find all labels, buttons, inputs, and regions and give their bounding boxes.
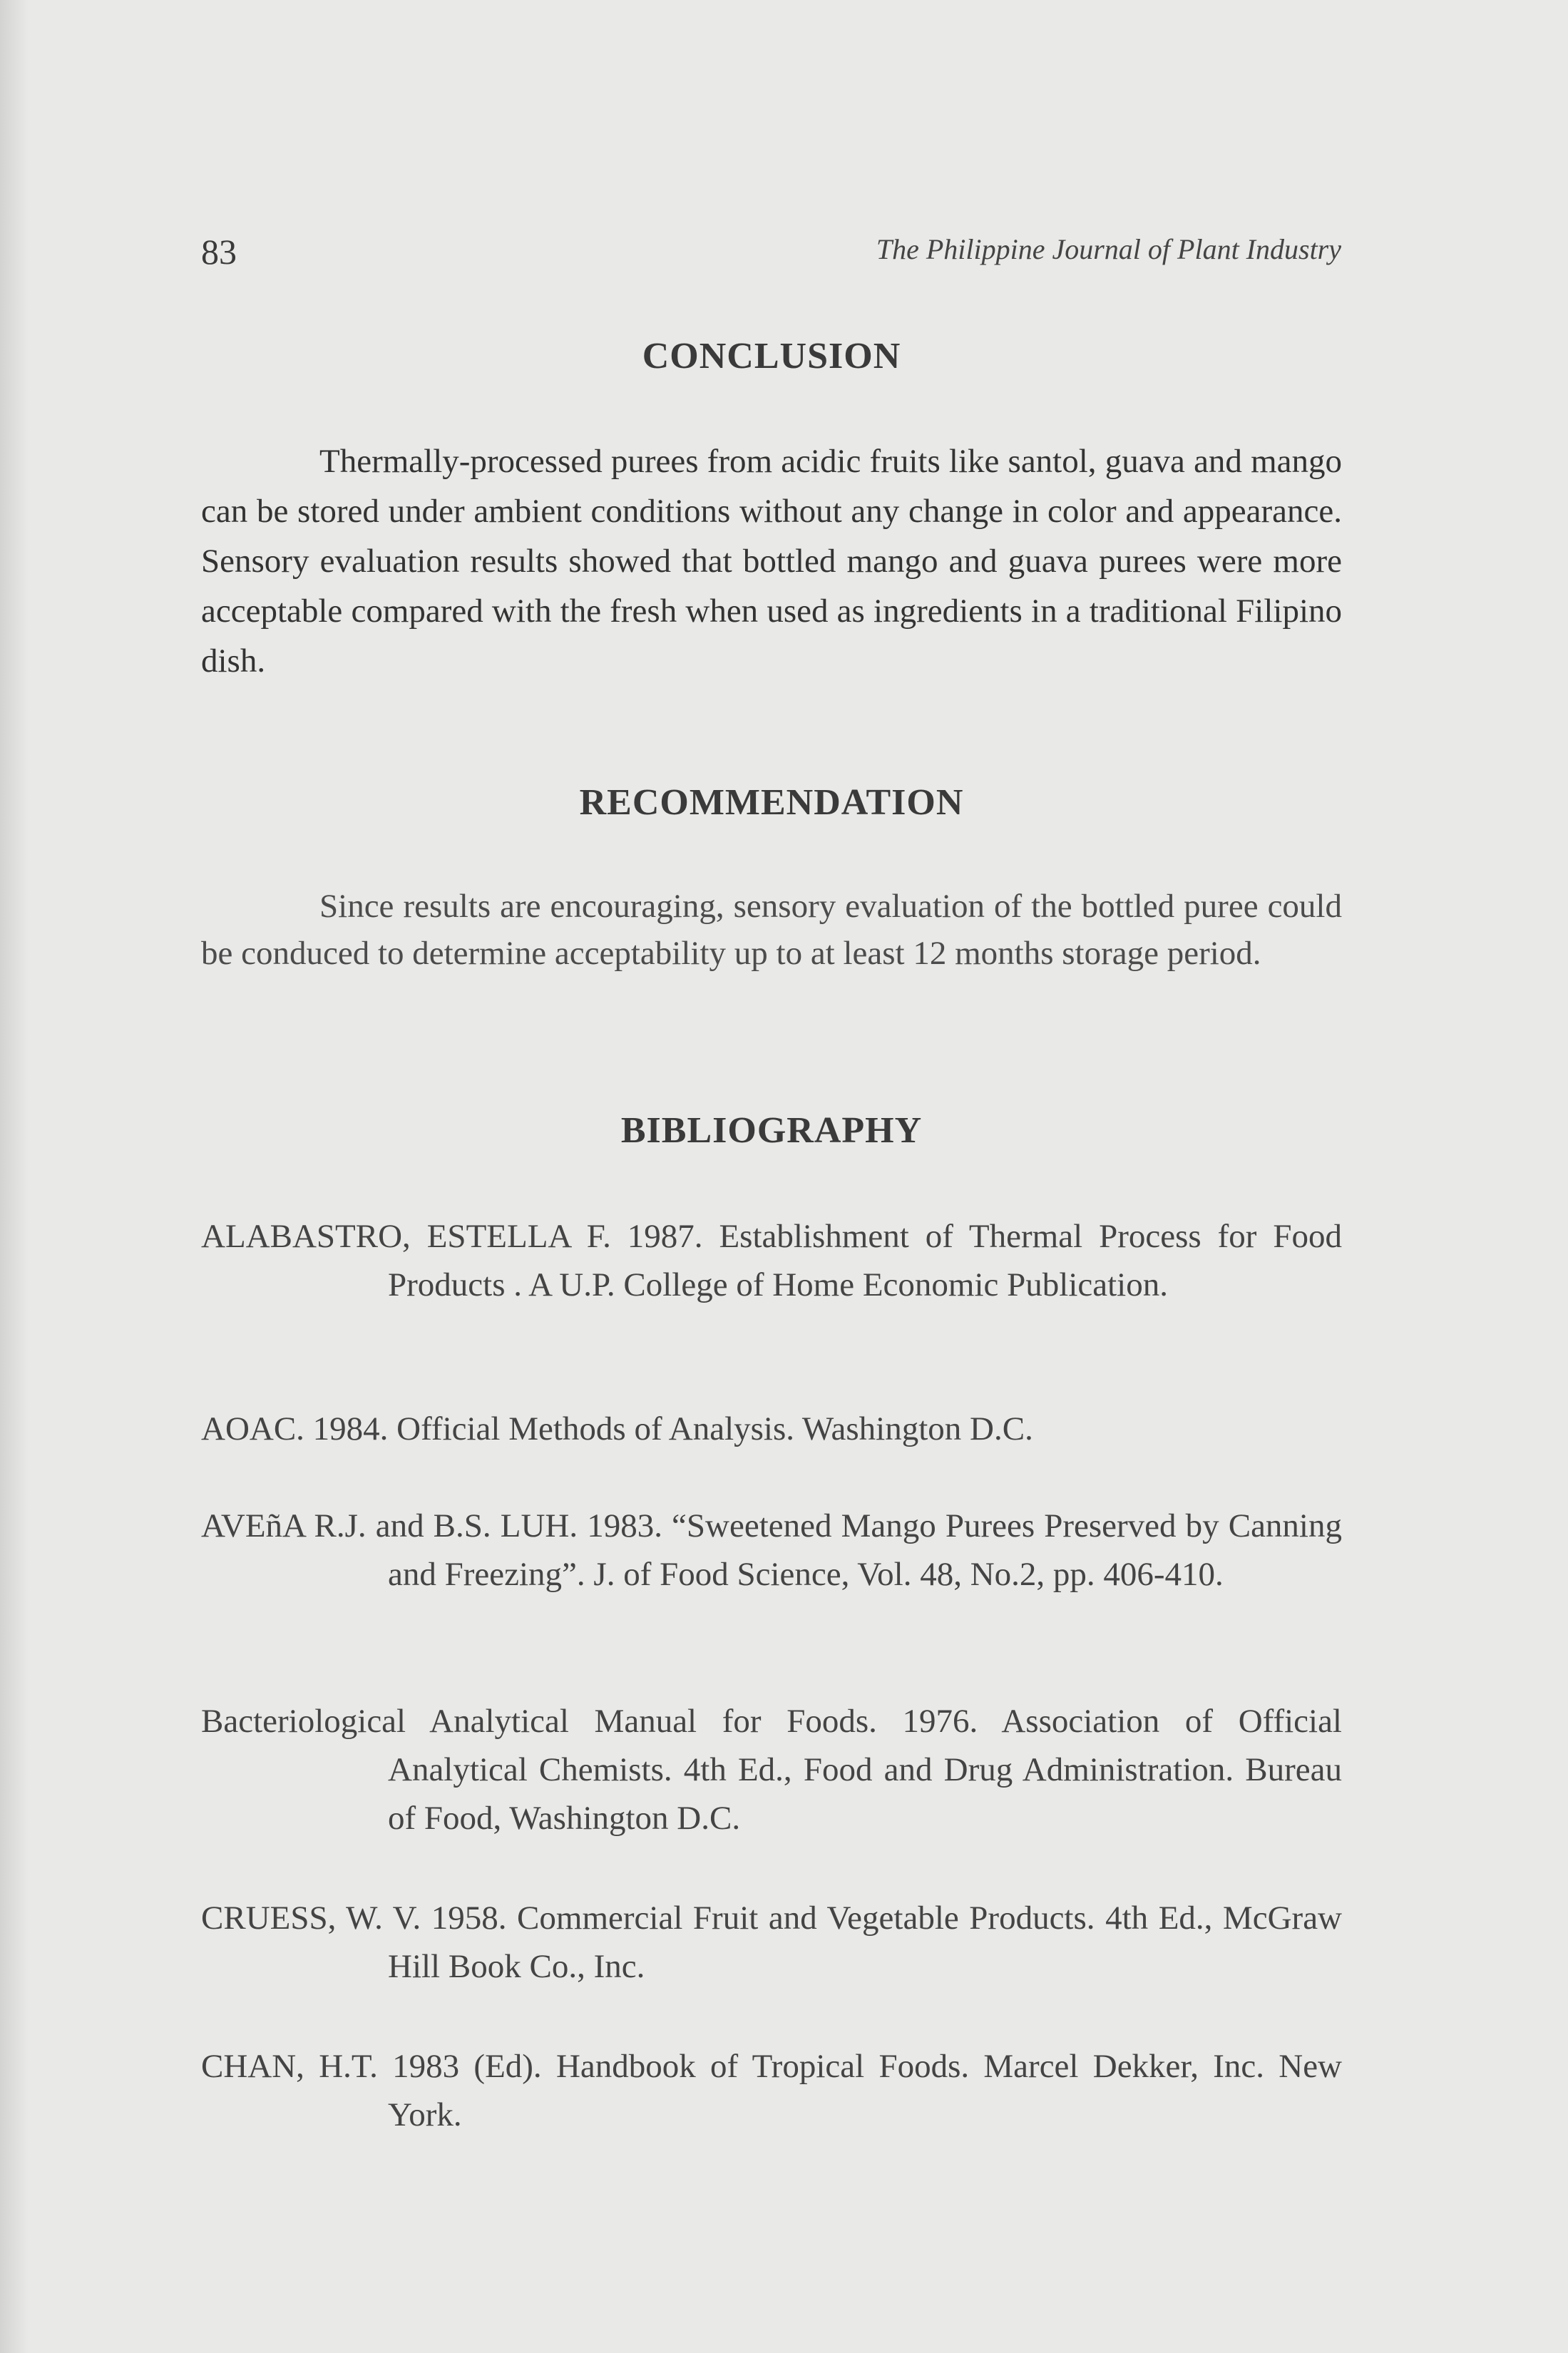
bibliography-entry: CHAN, H.T. 1983 (Ed). Handbook of Tropical Foods. Marcel Dekker, Inc. New York.	[201, 2048, 1342, 2133]
bibliography-heading: BIBLIOGRAPHY	[620, 1110, 923, 1151]
journal-title: The Philippine Journal of Plant Industry	[876, 233, 1341, 265]
bibliography-entry: CRUESS, W. V. 1958. Commercial Fruit and Vegetable Products. 4th Ed., McGraw Hill Book Co., Inc.	[201, 1900, 1342, 1985]
bibliography-entry: AOAC. 1984. Official Methods of Analysis. Washington D.C.	[201, 1410, 1033, 1447]
page-edge-shadow	[0, 0, 29, 2353]
conclusion-heading: CONCLUSION	[642, 336, 901, 376]
recommendation-paragraph: Since results are encouraging, sensory evaluation of the bottled puree could be conduced to determine acceptability up to at least 12 months storage period.	[201, 888, 1342, 972]
recommendation-heading: RECOMMENDATION	[579, 782, 964, 823]
page-number: 83	[201, 232, 237, 272]
bibliography-entry: ALABASTRO, ESTELLA F. 1987. Establishment of Thermal Process for Food Products . A U.P. College of Home Economic Publication.	[201, 1218, 1342, 1303]
conclusion-paragraph: Thermally-processed purees from acidic fruits like santol, guava and mango can be stored under ambient conditions without any change in color and appearance. Sensory evaluation results showed that bottled mango and guava purees were more acceptable compared with the fresh when used as ingredients in a traditional Filipino dish.	[201, 443, 1342, 680]
bibliography-entry: AVEñA R.J. and B.S. LUH. 1983. “Sweetened Mango Purees Preserved by Canning and Freezing”. J. of Food Science, Vol. 48, No.2, pp. 406-410.	[201, 1507, 1342, 1593]
bibliography-entry: Bacteriological Analytical Manual for Foods. 1976. Association of Official Analytical Chemists. 4th Ed., Food and Drug Administration. Bureau of Food, Washington D.C.	[201, 1703, 1342, 1837]
